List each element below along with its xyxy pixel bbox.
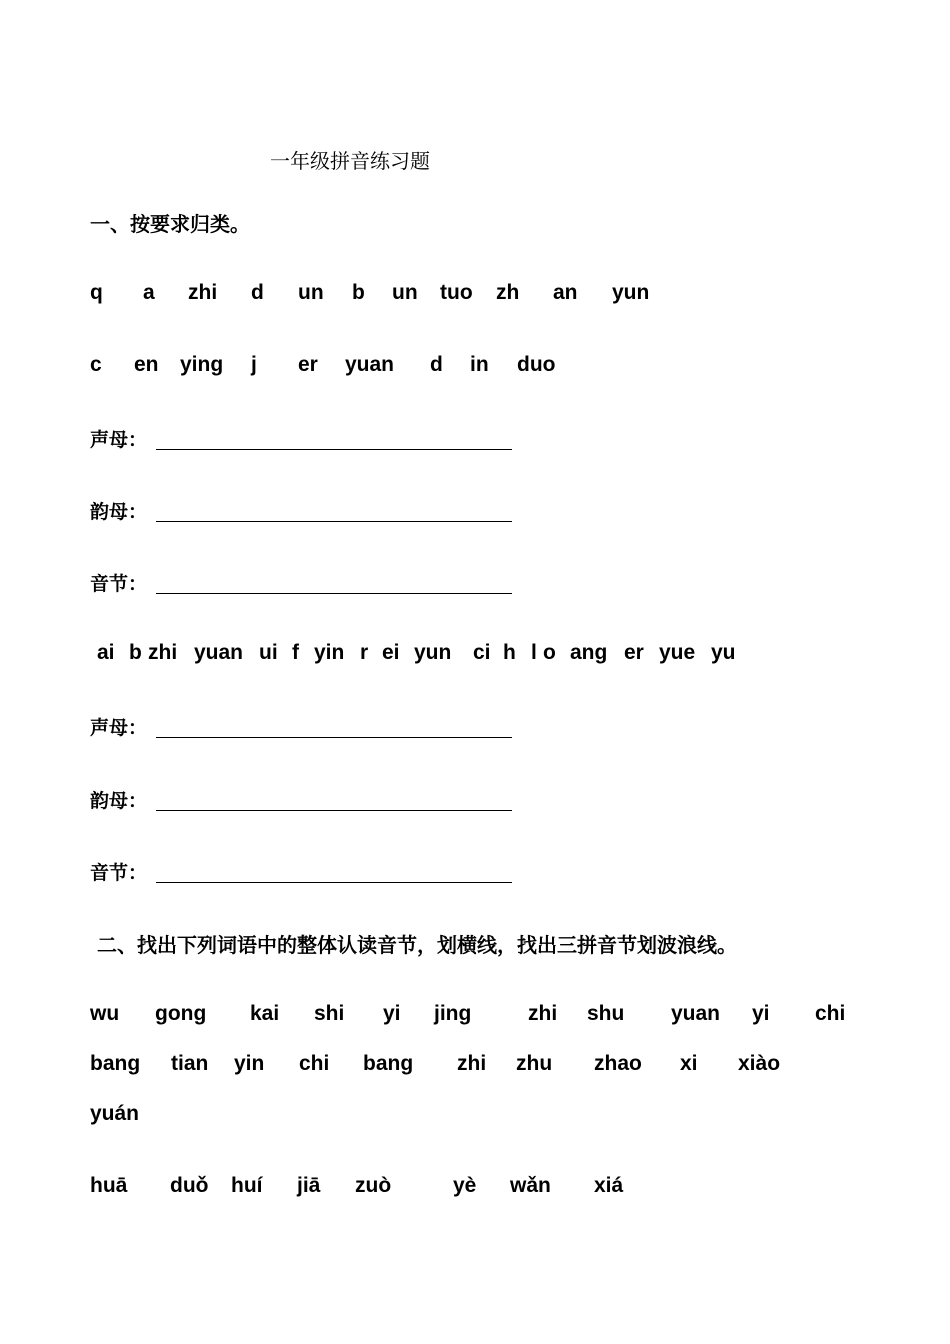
pinyin-item: er (624, 641, 644, 664)
blank-row-syllables (90, 858, 520, 888)
pinyin-item: yin (234, 1052, 265, 1075)
pinyin-item: chi (815, 1002, 846, 1025)
group-2-line-1 (0, 642, 950, 672)
pinyin-item: zhi (528, 1002, 558, 1025)
blank-label: 韵母： (90, 501, 148, 523)
section-2-line-4 (0, 1175, 950, 1205)
pinyin-item: an (553, 281, 578, 304)
blank-row-initials (90, 713, 520, 743)
pinyin-item: yu (711, 641, 736, 664)
pinyin-item: duǒ (170, 1174, 209, 1197)
blank-row-syllables (90, 569, 520, 599)
pinyin-item: shu (587, 1002, 625, 1025)
pinyin-item: o (543, 641, 556, 664)
pinyin-item: zh (496, 281, 520, 304)
pinyin-item: ei (382, 641, 400, 664)
blank-label: 声母： (90, 717, 148, 739)
blank-label: 音节： (90, 573, 148, 595)
pinyin-item: kai (250, 1002, 280, 1025)
pinyin-item: yun (612, 281, 650, 304)
page-title: 一年级拼音练习题 (270, 149, 430, 173)
pinyin-item: zhi (457, 1052, 487, 1075)
pinyin-item: zhi (148, 641, 178, 664)
blank-row-finals (90, 786, 520, 816)
pinyin-item: ui (259, 641, 278, 664)
pinyin-item: huí (231, 1174, 263, 1197)
pinyin-item: en (134, 353, 159, 376)
blank-label: 声母： (90, 429, 148, 451)
pinyin-item: xiào (738, 1052, 781, 1075)
pinyin-item: yue (659, 641, 696, 664)
pinyin-item: l (531, 641, 537, 664)
pinyin-item: shi (314, 1002, 345, 1025)
pinyin-item: yuan (345, 353, 395, 376)
section-2-line-3 (0, 1103, 950, 1133)
pinyin-item: zhi (188, 281, 218, 304)
pinyin-item: yun (414, 641, 452, 664)
pinyin-item: bang (90, 1052, 141, 1075)
pinyin-item: d (251, 281, 264, 304)
pinyin-item: un (298, 281, 324, 304)
pinyin-item: xi (680, 1052, 698, 1075)
pinyin-item: un (392, 281, 418, 304)
pinyin-item: h (503, 641, 516, 664)
pinyin-item: yi (383, 1002, 401, 1025)
pinyin-item: tian (171, 1052, 209, 1075)
pinyin-item: ying (180, 353, 224, 376)
pinyin-item: bang (363, 1052, 414, 1075)
answer-blank-line[interactable] (156, 521, 512, 522)
section-1-heading: 一、按要求归类。 (90, 212, 250, 236)
blank-label: 韵母： (90, 790, 148, 812)
pinyin-item: wǎn (510, 1174, 551, 1197)
pinyin-item: in (470, 353, 489, 376)
pinyin-item: tuo (440, 281, 473, 304)
answer-blank-line[interactable] (156, 449, 512, 450)
pinyin-item: yuan (671, 1002, 721, 1025)
pinyin-item: jing (434, 1002, 472, 1025)
pinyin-item: er (298, 353, 318, 376)
pinyin-item: j (251, 353, 257, 376)
blank-row-initials (90, 425, 520, 455)
pinyin-item: ang (570, 641, 608, 664)
answer-blank-line[interactable] (156, 593, 512, 594)
pinyin-item: c (90, 353, 102, 376)
pinyin-item: yè (453, 1174, 477, 1197)
pinyin-item: b (129, 641, 142, 664)
pinyin-item: r (360, 641, 369, 664)
pinyin-item: jiā (297, 1174, 321, 1197)
pinyin-item: f (292, 641, 299, 664)
blank-row-finals (90, 497, 520, 527)
section-2-line-2 (0, 1053, 950, 1083)
group-1-line-1 (0, 282, 950, 312)
pinyin-item: yuán (90, 1102, 140, 1125)
pinyin-item: a (143, 281, 155, 304)
pinyin-item: yi (752, 1002, 770, 1025)
pinyin-item: ci (473, 641, 491, 664)
pinyin-item: zhu (516, 1052, 553, 1075)
pinyin-item: chi (299, 1052, 330, 1075)
answer-blank-line[interactable] (156, 737, 512, 738)
pinyin-item: huā (90, 1174, 128, 1197)
pinyin-item: d (430, 353, 443, 376)
answer-blank-line[interactable] (156, 810, 512, 811)
pinyin-item: zuò (355, 1174, 392, 1197)
pinyin-item: zhao (594, 1052, 642, 1075)
pinyin-item: b (352, 281, 365, 304)
section-2-heading: 二、找出下列词语中的整体认读音节，划横线，找出三拼音节划波浪线。 (97, 933, 737, 957)
pinyin-item: xiá (594, 1174, 624, 1197)
answer-blank-line[interactable] (156, 882, 512, 883)
pinyin-item: ai (97, 641, 115, 664)
pinyin-item: wu (90, 1002, 120, 1025)
pinyin-item: gong (155, 1002, 207, 1025)
pinyin-item: yin (314, 641, 345, 664)
group-1-line-2 (0, 354, 950, 384)
pinyin-item: q (90, 281, 103, 304)
section-2-line-1 (0, 1003, 950, 1033)
pinyin-item: duo (517, 353, 556, 376)
blank-label: 音节： (90, 862, 148, 884)
pinyin-item: yuan (194, 641, 244, 664)
